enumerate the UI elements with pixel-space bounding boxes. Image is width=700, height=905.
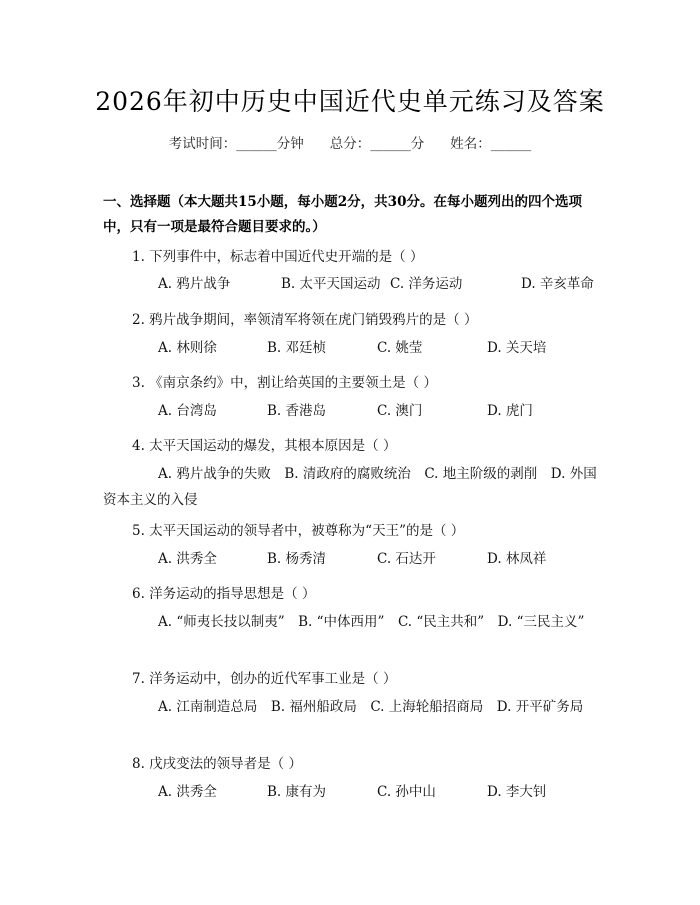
option-d: D. 关天培 (487, 340, 547, 356)
option-c: C. 孙中山 (377, 784, 436, 800)
option-c: C. 澳门 (377, 403, 423, 419)
exam-time-field: 考试时间：______分钟 (168, 136, 304, 152)
question-options: A. 江南制造总局 B. 福州船政局 C. 上海轮船招商局 D. 开平矿务局 (158, 699, 584, 715)
student-name-field: 姓名：______ (450, 136, 532, 152)
exam-info-line (0, 132, 700, 152)
option-c: C. 洋务运动 (390, 276, 463, 292)
option-b: B. 邓廷桢 (267, 340, 327, 356)
option-a: A. 林则徐 (158, 340, 217, 356)
option-b: B. 杨秀清 (267, 551, 327, 567)
option-d: D. 虎门 (487, 403, 533, 419)
total-score-field: 总分：______分 (329, 136, 425, 152)
option-a: A. 洪秀全 (158, 551, 217, 567)
page-title: 2026年初中历史中国近代史单元练习及答案 (95, 87, 605, 116)
question-options: A. “师夷长技以制夷” B. “中体西用” C. “民主共和” D. “三民主义” (158, 614, 585, 630)
question-stem: 1. 下列事件中，标志着中国近代史开端的是（ ） (132, 249, 424, 265)
option-a: A. 洪秀全 (158, 784, 217, 800)
question-options: A. 鸦片战争的失败 B. 清政府的腐败统治 C. 地主阶级的剥削 D. 外国资本主义的入侵 (103, 466, 597, 508)
option-d: D. 辛亥革命 (521, 276, 594, 292)
section-heading: 一、选择题（本大题共15小题，每小题2分，共30分。在每小题列出的四个选项中，只有一项是最符合题目要求的。） (103, 194, 582, 235)
option-a: A. 台湾岛 (158, 403, 217, 419)
question-stem: 6. 洋务运动的指导思想是（ ） (132, 586, 316, 602)
question-stem: 4. 太平天国运动的爆发，其根本原因是（ ） (132, 438, 397, 454)
question-stem: 5. 太平天国运动的领导者中，被尊称为“天王”的是（ ） (132, 523, 465, 539)
option-c: C. 姚莹 (377, 340, 423, 356)
option-b: B. 康有为 (267, 784, 327, 800)
question-stem: 7. 洋务运动中，创办的近代军事工业是（ ） (132, 671, 397, 687)
option-b: B. 太平天国运动 (281, 276, 381, 292)
option-b: B. 香港岛 (267, 403, 327, 419)
option-c: C. 石达开 (377, 551, 436, 567)
question-stem: 2. 鸦片战争期间，率领清军将领在虎门销毁鸦片的是（ ） (132, 312, 478, 328)
question-stem: 3. 《南京条约》中，割让给英国的主要领土是（ ） (132, 375, 437, 391)
option-a: A. 鸦片战争 (158, 276, 231, 292)
option-d: D. 李大钊 (487, 784, 547, 800)
option-d: D. 林凤祥 (487, 551, 547, 567)
question-stem: 8. 戊戌变法的领导者是（ ） (132, 756, 302, 772)
